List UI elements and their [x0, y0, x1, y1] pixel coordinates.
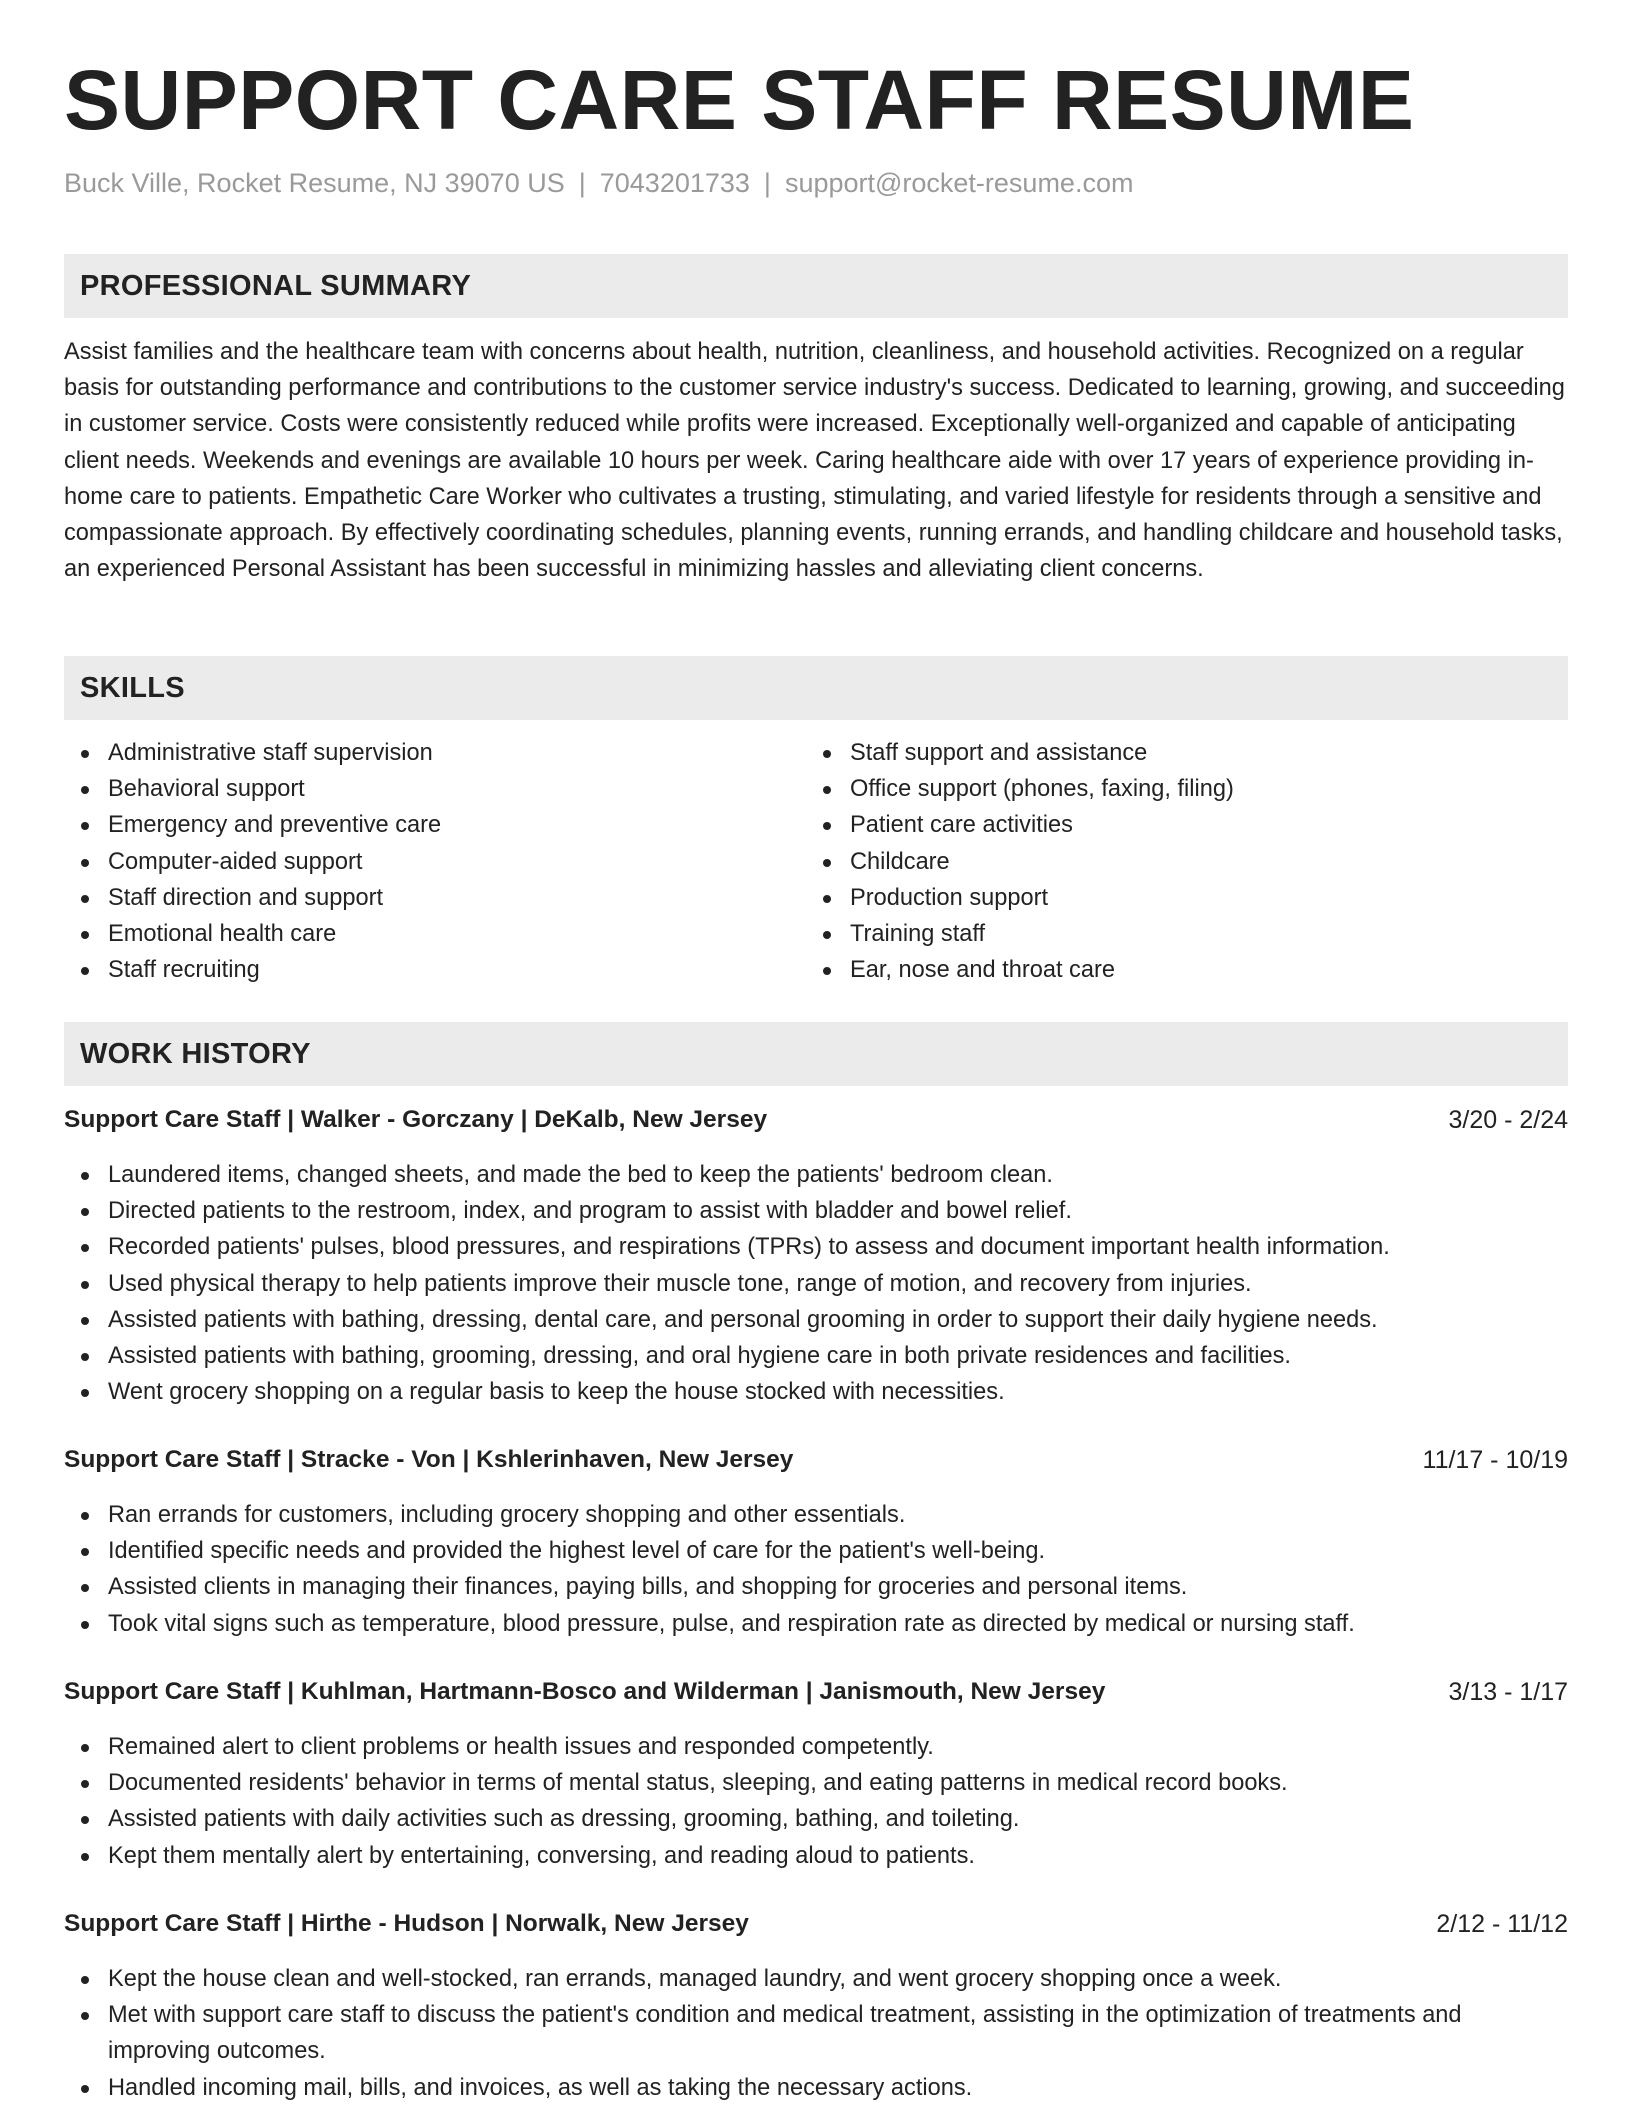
professional-summary-text: Assist families and the healthcare team with concerns about health, nutrition, cleanliness, and household activities. Recognized on a regular basis for outstanding performance and contributions to the customer service industry's success. Dedicated to learning, growing, and succeeding in customer service. Costs were consistently reduced while profits were increased. Exceptionally well-organized and capable of anticipating client needs. Weekends and evenings are available 10 hours per week. Caring healthcare aide with over 17 years of experience providing in-home care to patients. Empathetic Care Worker who cultivates a trusting, stimulating, and varied lifestyle for residents through a sensitive and compassionate approach. By effectively coordinating schedules, planning events, running errands, and handling childcare and household tasks, an experienced Personal Assistant has been successful in minimizing hassles and alleviating client concerns. [64, 339, 1565, 583]
skill-item: Emergency and preventive care [64, 807, 784, 843]
job-header [64, 1678, 1568, 1714]
job-title: Support Care Staff | Walker - Gorczany | DeKalb, New Jersey [64, 1106, 768, 1133]
section-title-work-history: WORK HISTORY [80, 1038, 311, 1070]
job-duty: Remained alert to client problems or health issues and responded competently. [64, 1729, 1568, 1765]
contact-phone: 7043201733 [599, 168, 750, 198]
job-duty: Laundered items, changed sheets, and made the bed to keep the patients' bedroom clean. [64, 1157, 1568, 1193]
skill-item: Emotional health care [64, 916, 784, 952]
resume-title: SUPPORT CARE STAFF RESUME [64, 53, 1415, 147]
section-header-work-history [64, 1022, 1568, 1086]
job-duty: Met with support care staff to discuss the patient's condition and medical treatment, assisting in the optimization of treatments and improving outcomes. [64, 1997, 1568, 2069]
contact-separator: | [578, 168, 586, 198]
skill-item: Production support [806, 880, 1526, 916]
job-header [64, 1446, 1568, 1482]
job-duty: Assisted patients with bathing, dressing, dental care, and personal grooming in order to support their daily hygiene needs. [64, 1302, 1568, 1338]
skills-list-right [806, 735, 1526, 988]
job-entry [64, 1106, 1568, 1410]
skill-item: Staff recruiting [64, 952, 784, 988]
contact-address: Buck Ville, Rocket Resume, NJ 39070 US [64, 168, 565, 198]
skill-item: Office support (phones, faxing, filing) [806, 771, 1526, 807]
job-dates: 11/17 - 10/19 [1422, 1446, 1568, 1474]
job-duty: Documented residents' behavior in terms of mental status, sleeping, and eating patterns in medical record books. [64, 1765, 1568, 1801]
job-duty: Used physical therapy to help patients improve their muscle tone, range of motion, and recovery from injuries. [64, 1266, 1568, 1302]
job-duties-list [64, 1729, 1568, 1874]
job-duty: Assisted patients with bathing, grooming, dressing, and oral hygiene care in both private residences and facilities. [64, 1338, 1568, 1374]
skill-item: Staff direction and support [64, 880, 784, 916]
job-duties-list [64, 1961, 1568, 2106]
skill-item: Training staff [806, 916, 1526, 952]
skill-item: Behavioral support [64, 771, 784, 807]
job-dates: 3/20 - 2/24 [1448, 1106, 1568, 1134]
section-header-summary [64, 254, 1568, 318]
skill-item: Administrative staff supervision [64, 735, 784, 771]
job-header [64, 1106, 1568, 1142]
job-title: Support Care Staff | Kuhlman, Hartmann-Bosco and Wilderman | Janismouth, New Jersey [64, 1678, 1106, 1705]
skills-list-left [64, 735, 784, 988]
section-header-skills [64, 656, 1568, 720]
job-duty: Handled incoming mail, bills, and invoices, as well as taking the necessary actions. [64, 2070, 1568, 2106]
job-dates: 2/12 - 11/12 [1436, 1910, 1568, 1938]
job-duty: Assisted patients with daily activities such as dressing, grooming, bathing, and toileting. [64, 1801, 1568, 1837]
contact-separator: | [763, 168, 771, 198]
job-duty: Took vital signs such as temperature, blood pressure, pulse, and respiration rate as directed by medical or nursing staff. [64, 1606, 1568, 1642]
job-duty: Ran errands for customers, including grocery shopping and other essentials. [64, 1497, 1568, 1533]
job-duty: Assisted clients in managing their finances, paying bills, and shopping for groceries and personal items. [64, 1569, 1568, 1605]
job-duties-list [64, 1497, 1568, 1642]
skill-item: Staff support and assistance [806, 735, 1526, 771]
section-title-summary: PROFESSIONAL SUMMARY [80, 270, 472, 302]
contact-email: support@rocket-resume.com [784, 168, 1134, 198]
section-title-skills: SKILLS [80, 672, 185, 704]
job-entry [64, 1910, 1568, 2106]
job-entry [64, 1446, 1568, 1642]
job-title: Support Care Staff | Stracke - Von | Kshlerinhaven, New Jersey [64, 1446, 794, 1473]
job-duty: Identified specific needs and provided the highest level of care for the patient's well-being. [64, 1533, 1568, 1569]
job-duty: Kept them mentally alert by entertaining, conversing, and reading aloud to patients. [64, 1838, 1568, 1874]
job-duty: Recorded patients' pulses, blood pressures, and respirations (TPRs) to assess and document important health information. [64, 1229, 1568, 1265]
job-title: Support Care Staff | Hirthe - Hudson | Norwalk, New Jersey [64, 1910, 749, 1937]
skill-item: Ear, nose and throat care [806, 952, 1526, 988]
job-duties-list [64, 1157, 1568, 1410]
job-duty: Went grocery shopping on a regular basis to keep the house stocked with necessities. [64, 1374, 1568, 1410]
job-header [64, 1910, 1568, 1946]
contact-line [64, 168, 1133, 199]
job-entry [64, 1678, 1568, 1874]
skill-item: Childcare [806, 844, 1526, 880]
job-duty: Directed patients to the restroom, index, and program to assist with bladder and bowel relief. [64, 1193, 1568, 1229]
job-dates: 3/13 - 1/17 [1448, 1678, 1568, 1706]
job-duty: Kept the house clean and well-stocked, ran errands, managed laundry, and went grocery shopping once a week. [64, 1961, 1568, 1997]
skill-item: Computer-aided support [64, 844, 784, 880]
skill-item: Patient care activities [806, 807, 1526, 843]
